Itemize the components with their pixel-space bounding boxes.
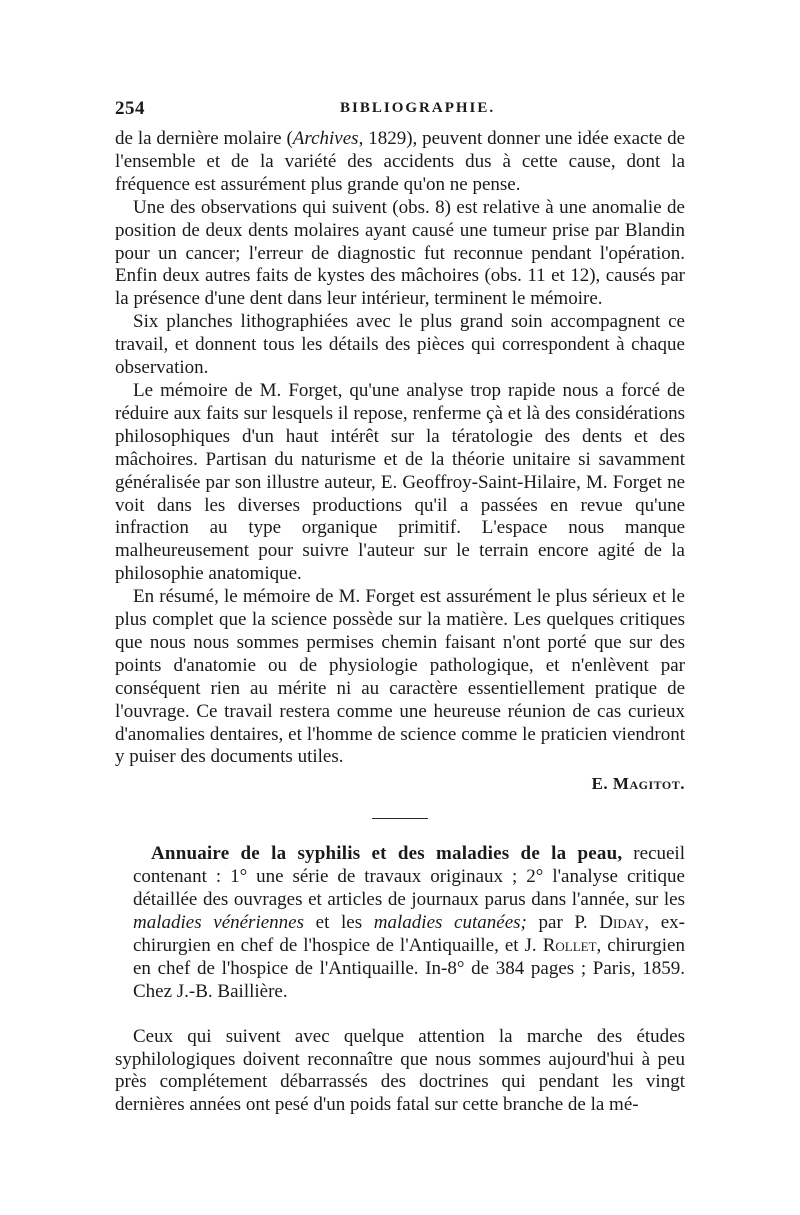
entry-italic-1: maladies vénériennes — [133, 912, 304, 933]
paragraph-1-text-b: , 1829), peuvent donner une idée exacte de l'ensemble et de la variété des accidents dus à cette cause, dont la fréquence est assurément plus grande qu'on ne pense. — [115, 128, 686, 195]
paragraph-4: Le mémoire de M. Forget, qu'une analyse trop rapide nous a forcé de réduire aux faits sur lesquels il repose, renferme çà et là des considérations philosophiques d'un haut intérêt sur la tératologie des dents et des mâchoires. Partisan du naturisme et de la théorie unitaire si savamment généralisée par son illustre auteur, E. Geoffroy-Saint-Hilaire, M. Forget ne voit dans les diverses productions qu'il a passées en revue qu'une infraction au type organique primitif. L'espace nous manque malheureusement pour suivre l'auteur sur le terrain encore agité de la philosophie anatomique. — [115, 379, 685, 585]
section-divider — [372, 818, 428, 819]
text-body — [115, 128, 685, 1117]
entry-text-b: et les — [304, 912, 374, 933]
paragraph-1-text-a: de la dernière molaire ( — [115, 128, 293, 149]
entry-title: Annuaire de la syphilis et des maladies de la peau, — [151, 843, 623, 865]
entry-text-c: par P. — [526, 912, 600, 933]
bibliographic-entry — [115, 843, 685, 1003]
entry-text-d: , ex-chirurgien en chef de l'hospice de l'Antiquaille, et J. — [133, 912, 685, 956]
author-rollet: Rollet — [542, 934, 597, 956]
paragraph-2: Une des observations qui suivent (obs. 8) est relative à une anomalie de position de deux dents molaires ayant causé une tumeur prise par Blandin pour un cancer; l'erreur de diagnostic fut reconnue pendant l'opération. Enfin deux autres faits de kystes des mâchoires (obs. 11 et 12), causés par la présence d'une dent dans leur intérieur, terminent le mémoire. — [115, 196, 685, 310]
page-header — [115, 98, 685, 124]
paragraph-1 — [115, 128, 685, 197]
running-head: BIBLIOGRAPHIE. — [340, 100, 496, 116]
paragraph-5: En résumé, le mémoire de M. Forget est assurément le plus sérieux et le plus complet que la science possède sur la matière. Les quelques critiques que nous nous sommes permises chemin faisant n'ont porté que sur des points d'anatomie ou de physiologie pathologique, et n'enlèvent par conséquent rien au mérite ni au caractère essentiellement pratique de l'ouvrage. Ce travail restera comme une heureuse réunion de cas curieux d'anomalies dentaires, et l'homme de science comme le praticien viendront y puiser des documents utiles. — [115, 586, 685, 768]
paragraph-6: Ceux qui suivent avec quelque attention la marche des études syphilologiques doivent reconnaître que nous sommes aujourd'hui à peu près complétement débarrassés des doctrines qui pendant les vingt dernières années ont pesé d'un poids fatal sur cette branche de la mé- — [115, 1025, 685, 1116]
entry-italic-2: maladies cutanées; — [373, 912, 527, 933]
author-diday: Diday — [599, 912, 645, 933]
entry-text-e: , chirurgien en chef de l'hospice de l'Antiquaille. In-8° de 384 pages ; Paris, 1859. Chez J.-B. Baillière. — [133, 934, 685, 1002]
archives-italic: Archives — [292, 128, 359, 149]
entry-text-a: recueil contenant : 1° une série de travaux originaux ; 2° l'analyse critique détaillée des ouvrages et articles de journaux parus dans l'année, sur les — [133, 843, 685, 911]
page-number: 254 — [115, 98, 145, 119]
signature: E. Magitot. — [591, 774, 685, 794]
paragraph-3: Six planches lithographiées avec le plus grand soin accompagnent ce travail, et donnent tous les détails des pièces qui correspondent à chaque observation. — [115, 311, 685, 379]
